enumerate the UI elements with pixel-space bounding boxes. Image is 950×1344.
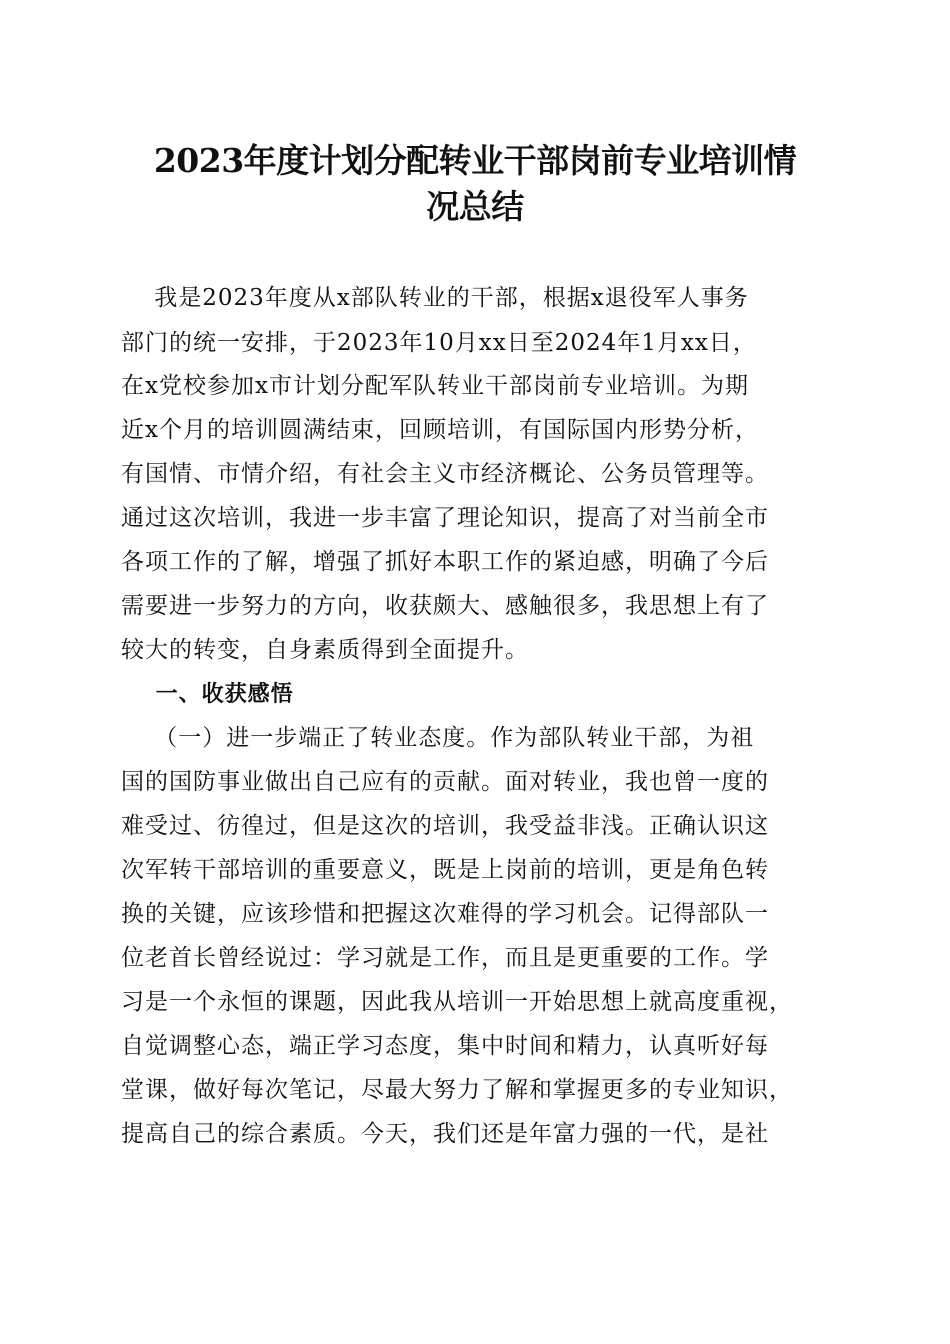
paragraph-line: 部门的统一安排，于2023年10月xx日至2024年1月xx日，: [121, 330, 757, 356]
document-title: [100, 138, 850, 230]
paragraph-line: 国的国防事业做出自己应有的贡献。面对转业，我也曾一度的: [121, 769, 769, 795]
section-heading: 一、收获感悟: [121, 682, 294, 707]
paragraph-line: （一）进一步端正了转业态度。作为部队转业干部，为祖: [121, 725, 755, 751]
paragraph-line: 较大的转变，自身素质得到全面提升。: [121, 637, 529, 663]
paragraph-line: 提高自己的综合素质。今天，我们还是年富力强的一代，是社: [121, 1121, 769, 1147]
paragraph-line: 有国情、市情介绍，有社会主义市经济概论、公务员管理等。: [121, 461, 769, 487]
title-line-2: 况总结: [426, 187, 524, 226]
paragraph-line: 在x党校参加x市计划分配军队转业干部岗前专业培训。为期: [121, 373, 749, 399]
paragraph-line: 堂课，做好每次笔记，尽最大努力了解和掌握更多的专业知识，: [121, 1077, 793, 1103]
paragraph-line: 难受过、彷徨过，但是这次的培训，我受益非浅。正确认识这: [121, 813, 769, 839]
paragraph-line: 通过这次培训，我进一步丰富了理论知识，提高了对当前全市: [121, 505, 769, 531]
paragraph-line: 自觉调整心态，端正学习态度，集中时间和精力，认真听好每: [121, 1033, 769, 1059]
paragraph-line: 次军转干部培训的重要意义，既是上岗前的培训，更是角色转: [121, 857, 769, 883]
paragraph-line: 我是2023年度从x部队转业的干部，根据x退役军人事务: [121, 285, 749, 311]
paragraph-line: 习是一个永恒的课题，因此我从培训一开始思想上就高度重视，: [121, 989, 793, 1015]
title-line-1: 2023年度计划分配转业干部岗前专业培训情: [153, 141, 797, 180]
paragraph-line: 各项工作的了解，增强了抓好本职工作的紧迫感，明确了今后: [121, 549, 769, 575]
paragraph-line: 位老首长曾经说过：学习就是工作，而且是更重要的工作。学: [121, 945, 769, 971]
paragraph-line: 需要进一步努力的方向，收获颇大、感触很多，我思想上有了: [121, 593, 769, 619]
paragraph-line: 近x个月的培训圆满结束，回顾培训，有国际国内形势分析，: [121, 417, 759, 443]
paragraph-line: 换的关键，应该珍惜和把握这次难得的学习机会。记得部队一: [121, 901, 769, 927]
